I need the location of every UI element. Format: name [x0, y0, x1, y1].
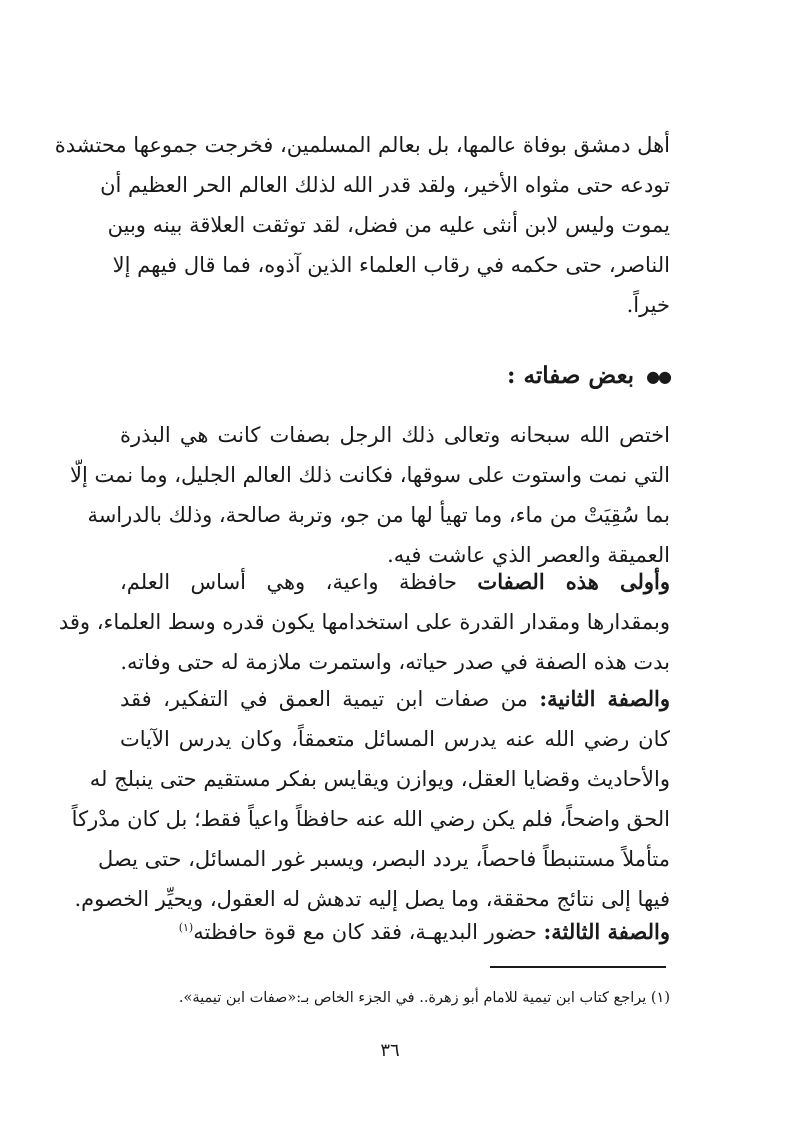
footnote-marker: (١): [178, 921, 194, 934]
paragraph-line: أهل دمشق بوفاة عالمها، بل بعالم المسلمين، فخرجت جموعها محتشدة: [54, 133, 670, 157]
footnote: (١) يراجع كتاب ابن تيمية للامام أبو زهرة.. في الجزء الخاص بـ:«صفات ابن تيمية».: [178, 990, 670, 1006]
paragraph-line: خيراً.: [626, 293, 670, 317]
footnote-divider: [490, 966, 666, 968]
paragraph-text: حضور البديهـة، فقد كان مع قوة حافظته: [193, 920, 544, 944]
paragraph-line: يموت وليس لابن أنثى عليه من فضل، لقد توثقت العلاقة بينه وبين: [107, 213, 670, 237]
paragraph-line: الحق واضحاً، فلم يكن رضي الله عنه حافظاً واعياً فقط؛ بل كان مدْركاً: [71, 807, 670, 831]
paragraph-line: [120, 679, 670, 719]
bullet-icon: ●●: [646, 367, 670, 386]
paragraph-line: وبمقدارها ومقدار القدرة على استخدامها يكون قدره وسط العلماء، وقد: [58, 610, 670, 634]
paragraph-lead: وأولى هذه الصفات: [477, 569, 670, 594]
paragraph-1: [54, 125, 670, 325]
paragraph-line: والأحاديث وقضايا العقل، ويوازن ويقايس بفكر مستقيم حتى ينبلج له: [89, 767, 670, 791]
paragraph-line: تودعه حتى مثواه الأخير، ولقد قدر الله لذلك العالم الحر العظيم أن: [100, 173, 670, 197]
paragraph-line: العميقة والعصر الذي عاشت فيه.: [387, 543, 670, 567]
paragraph-line: فيها إلى نتائج محققة، وما يصل إليه تدهش له العقول، ويحيِّر الخصوم.: [74, 887, 670, 911]
paragraph-lead: والصفة الثالثة:: [543, 919, 670, 944]
paragraph-5: [120, 912, 670, 952]
paragraph-lead: والصفة الثانية:: [539, 686, 670, 711]
paragraph-3: [58, 562, 670, 682]
paragraph-4: [71, 679, 670, 919]
paragraph-line: بما سُقِيَتْ من ماء، وما تهيأ لها من جو، وتربة صالحة، وذلك بالدراسة: [87, 503, 670, 527]
paragraph-text: من صفات ابن تيمية العمق في التفكير، فقد: [120, 687, 540, 711]
paragraph-line: اختص الله سبحانه وتعالى ذلك الرجل بصفات كانت هي البذرة: [120, 423, 670, 447]
paragraph-line: [120, 562, 670, 602]
section-heading-text: بعض صفاته :: [506, 362, 635, 389]
paragraph-line: [120, 912, 670, 952]
paragraph-line: متأملاً مستنبطاً فاحصاً، يردد البصر، ويسبر غور المسائل، حتى يصل: [98, 847, 670, 871]
page-number: ٣٦: [380, 1040, 400, 1061]
paragraph-2: [69, 415, 670, 575]
section-heading: [120, 356, 670, 396]
paragraph-line: بدت هذه الصفة في صدر حياته، واستمرت ملازمة له حتى وفاته.: [120, 650, 670, 674]
paragraph-line: التي نمت واستوت على سوقها، فكانت ذلك العالم الجليل، وما نمت إلّا: [69, 463, 670, 487]
paragraph-line: الناصر، حتى حكمه في رقاب العلماء الذين آذوه، فما قال فيهم إلا: [112, 253, 670, 277]
paragraph-text: حافظة واعية، وهي أساس العلم،: [120, 570, 478, 594]
paragraph-line: كان رضي الله عنه يدرس المسائل متعمقاً، وكان يدرس الآيات: [120, 727, 670, 751]
